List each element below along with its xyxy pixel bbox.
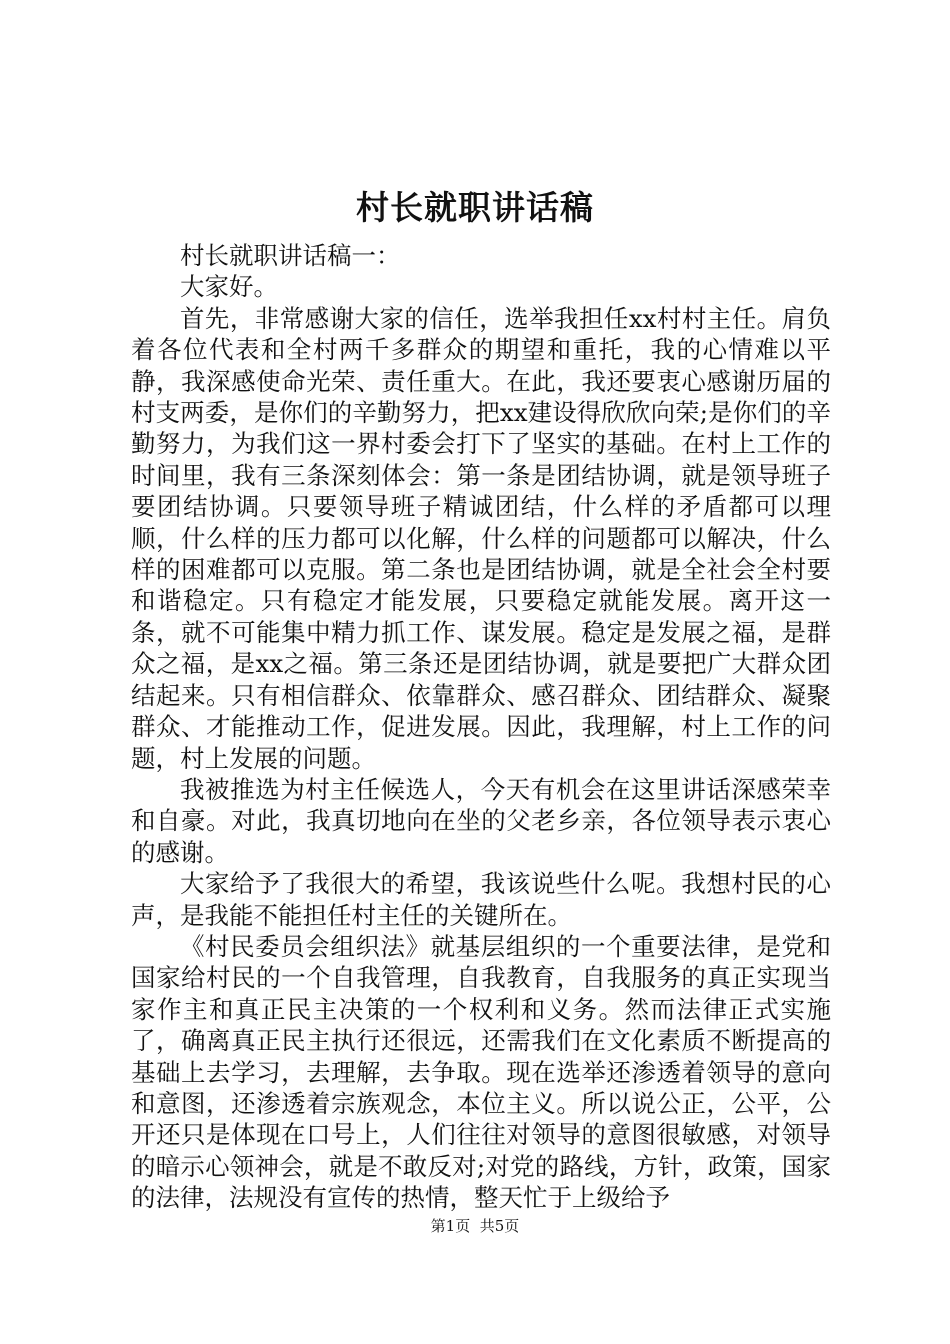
page-number: 第1页	[430, 1217, 471, 1235]
paragraph: 我被推选为村主任候选人，今天有机会在这里讲话深感荣幸和自豪。对此，我真切地向在坐的父老乡亲，各位领导表示衷心的感谢。	[131, 774, 831, 867]
page-footer	[0, 1216, 950, 1236]
document-title: 村长就职讲话稿	[356, 188, 594, 227]
paragraph: 《村民委员会组织法》就基层组织的一个重要法律，是党和国家给村民的一个自我管理，自我教育，自我服务的真正实现当家作主和真正民主决策的一个权利和义务。然而法律正式实施了，确离真正民主执行还很远，还需我们在文化素质不断提高的基础上去学习，去理解，去争取。现在选举还渗透着领导的意向和意图，还渗透着宗族观念，本位主义。所以说公正，公平，公开还只是体现在口号上，人们往往对领导的意图很敏感，对领导的暗示心领神会，就是不敢反对;对党的路线，方针，政策，国家的法律，法规没有宣传的热情，整天忙于上级给予	[131, 931, 831, 1213]
paragraph-greeting: 大家好。	[180, 272, 278, 302]
paragraph: 大家给予了我很大的希望，我该说些什么呢。我想村民的心声，是我能不能担任村主任的关键所在。	[131, 869, 831, 930]
paragraph-heading: 村长就职讲话稿一：	[180, 241, 401, 270]
document-body	[131, 240, 831, 1214]
page-total: 共5页	[479, 1217, 520, 1235]
paragraph: 首先，非常感谢大家的信任，选举我担任xx村村主任。肩负着各位代表和全村两千多群众的期望和重托，我的心情难以平静，我深感使命光荣、责任重大。在此，我还要衷心感谢历届的村支两委，是你们的辛勤努力，把xx建设得欣欣向荣;是你们的辛勤努力，为我们这一界村委会打下了坚实的基础。在村上工作的时间里，我有三条深刻体会：第一条是团结协调，就是领导班子要团结协调。只要领导班子精诚团结，什么样的矛盾都可以理顺，什么样的压力都可以化解，什么样的问题都可以解决，什么样的困难都可以克服。第二条也是团结协调，就是全社会全村要和谐稳定。只有稳定才能发展，只要稳定就能发展。离开这一条，就不可能集中精力抓工作、谋发展。稳定是发展之福，是群众之福，是xx之福。第三条还是团结协调，就是要把广大群众团结起来。只有相信群众、依靠群众、感召群众、团结群众、凝聚群众、才能推动工作，促进发展。因此，我理解，村上工作的问题，村上发展的问题。	[131, 303, 831, 773]
